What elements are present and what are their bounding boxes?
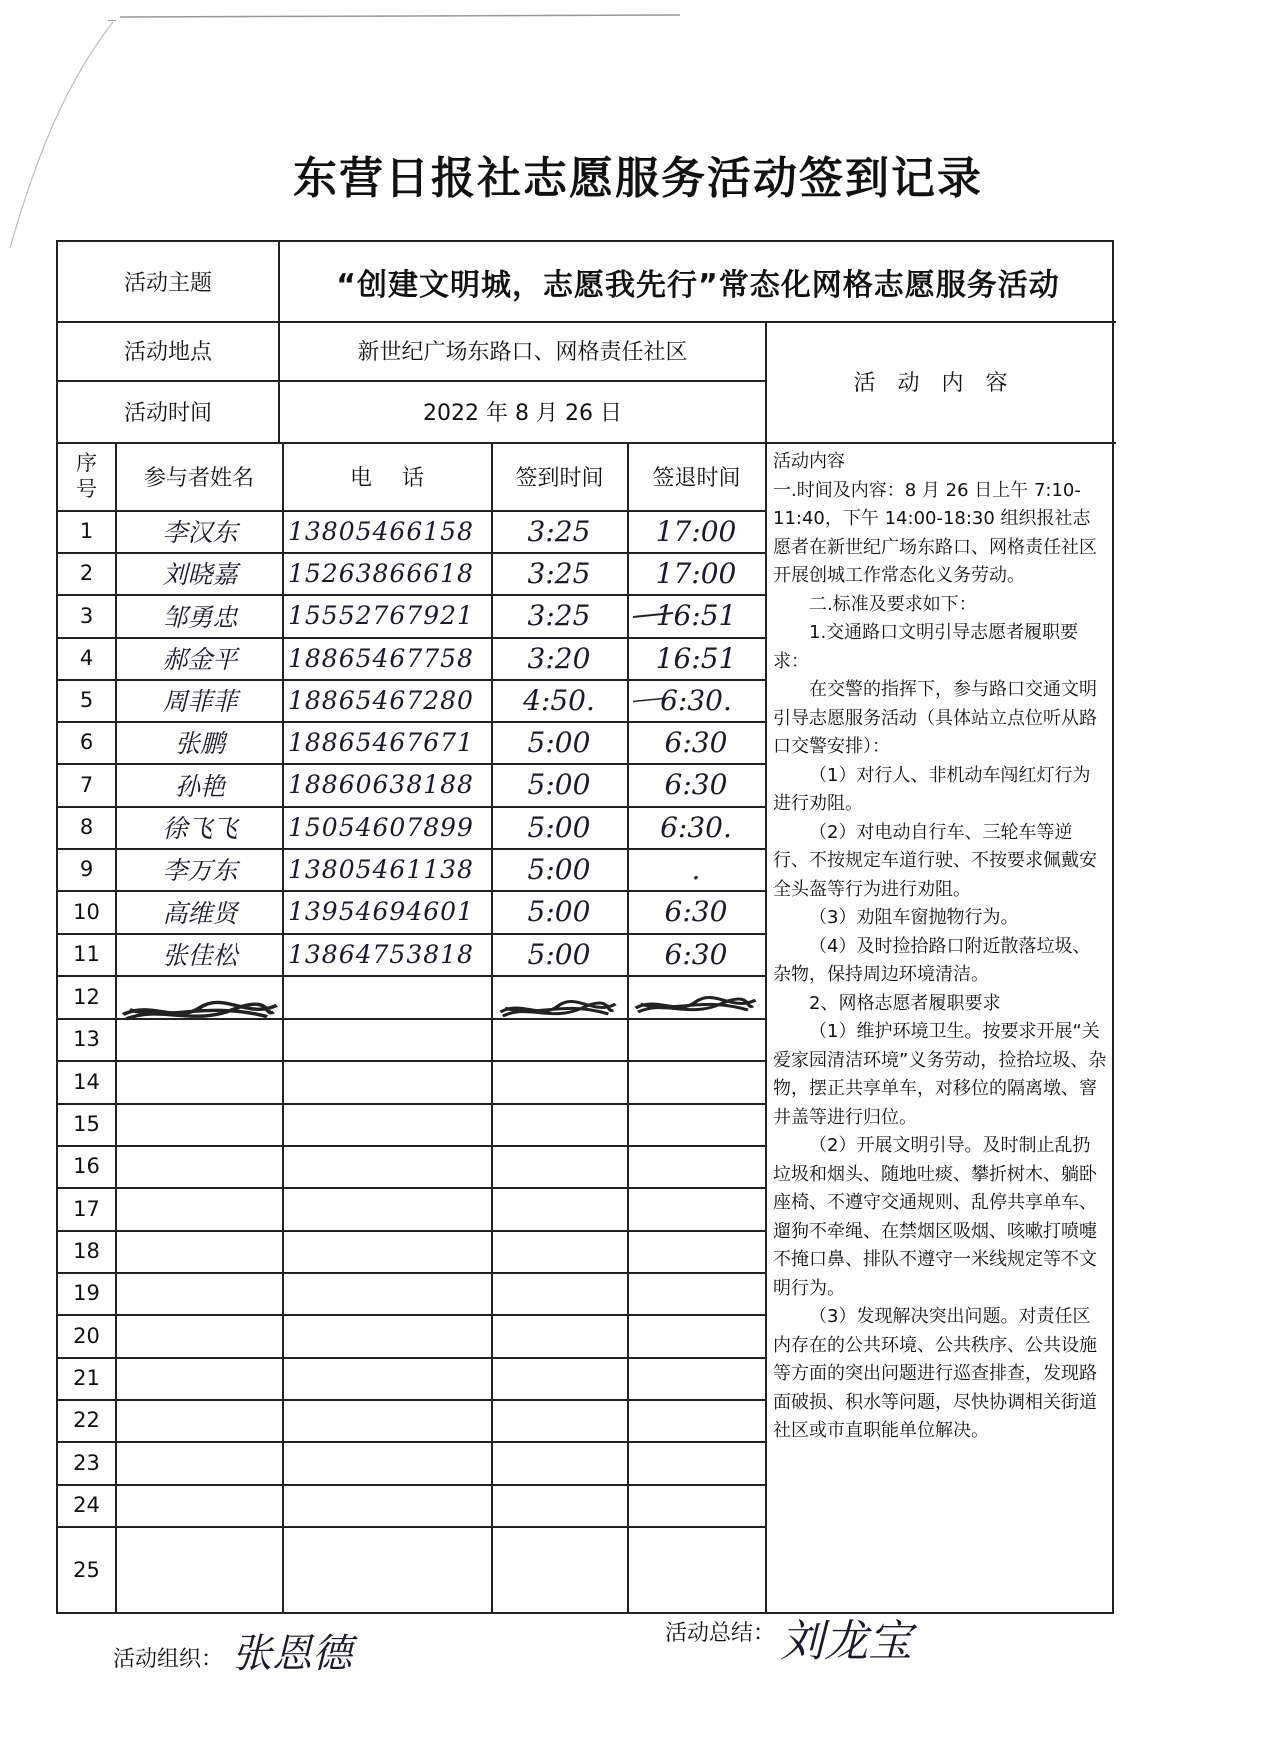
sign-out-time <box>627 1145 765 1187</box>
participant-phone <box>282 1103 497 1145</box>
content-paragraph: 在交警的指挥下，参与路口交通文明引导志愿服务活动（具体站立点位听从路口交警安排）： <box>773 679 1097 757</box>
participant-phone: 15263866618 <box>288 558 474 588</box>
sign-in-time <box>491 1441 627 1484</box>
sign-out-time: 6:30 <box>664 725 728 759</box>
content-paragraph: （2）对电动自行车、三轮车等逆行、不按规定车道行驶、不按要求佩戴安全头盔等行为进行劝阻。 <box>773 821 1097 900</box>
participant-phone: 15054607899 <box>288 812 474 842</box>
organizer-label: 活动组织： <box>113 1647 224 1672</box>
participant-name: 孙艳 <box>174 771 225 801</box>
content-heading: 活动内容 <box>773 451 845 472</box>
participant-name: 高维贤 <box>162 898 238 928</box>
summary-signature: 刘龙宝 <box>780 1616 912 1667</box>
strike-mark <box>633 607 673 623</box>
participant-phone: 15552767921 <box>288 601 474 630</box>
participant-phone <box>282 1357 497 1399</box>
sign-out-time: 16:51 <box>655 641 737 675</box>
content-paragraph: （3）劝阻车窗抛物行为。 <box>809 907 1019 928</box>
content-paragraph: 1.交通路口文明引导志愿者履职要求： <box>773 622 1079 672</box>
sign-in-time <box>491 1272 627 1314</box>
sign-in-time: 5:00 <box>527 725 591 759</box>
participant-phone <box>282 1060 497 1103</box>
sign-out-time: 6:30. <box>660 683 732 717</box>
sign-in-time <box>491 1484 627 1526</box>
sign-out-time: . <box>691 852 701 886</box>
participant-name <box>118 1526 282 1614</box>
time-label: 活动时间 <box>123 400 212 426</box>
sign-in-time <box>491 1357 627 1399</box>
row-number: 21 <box>73 1366 100 1390</box>
content-paragraph: （4）及时捡拾路口附近散落垃圾、杂物，保持周边环境清洁。 <box>773 935 1091 985</box>
participant-name: 郝金平 <box>162 645 238 674</box>
sign-in-time <box>491 1314 627 1357</box>
theme-value: “创建文明城，志愿我先行”常态化网格志愿服务活动 <box>336 267 1060 303</box>
place-label: 活动地点 <box>123 340 212 365</box>
row-number: 1 <box>79 519 94 543</box>
sign-in-time <box>491 1018 627 1060</box>
crossed-out-scribble <box>120 994 280 1028</box>
sign-in-time: 5:00 <box>527 895 591 928</box>
sign-in-time <box>491 1103 627 1145</box>
participant-name: 张佳松 <box>162 941 238 970</box>
sign-in-form <box>56 240 1114 1614</box>
content-paragraph: （1）维护环境卫生。按要求开展“关爱家园清洁环境”义务劳动，捡拾垃圾、杂物，摆正共享单车，对移位的隔离墩、窨井盖等进行归位。 <box>773 1021 1107 1128</box>
sign-out-time: 6:30. <box>660 810 732 844</box>
sign-out-time: 17:00 <box>655 514 737 548</box>
row-number: 15 <box>73 1112 100 1136</box>
row-number: 14 <box>73 1069 100 1094</box>
time-value: 2022 年 8 月 26 日 <box>423 400 622 426</box>
sign-in-time: 5:00 <box>527 852 591 886</box>
activity-content-panel <box>767 442 1116 1446</box>
participant-phone: 18865467280 <box>288 685 474 715</box>
sign-in-time <box>491 1526 627 1614</box>
sign-out-time <box>627 1441 765 1484</box>
row-number: 7 <box>79 772 94 797</box>
scan-top-edge <box>120 12 680 22</box>
content-paragraph: 2、网格志愿者履职要求 <box>809 992 1001 1014</box>
sign-out-time <box>627 1230 765 1272</box>
participant-name <box>118 1441 282 1484</box>
participant-phone <box>282 1187 497 1230</box>
participant-name <box>118 1187 282 1230</box>
row-number: 25 <box>73 1558 100 1582</box>
content-header: 活动内容 <box>853 371 1030 396</box>
participant-name <box>118 1060 282 1103</box>
summary-label: 活动总结： <box>665 1621 776 1646</box>
scan-fold-mark <box>8 20 118 250</box>
sign-out-time: 6:30 <box>664 895 728 928</box>
sign-out-time <box>627 1103 765 1145</box>
sign-in-time <box>491 1145 627 1187</box>
sign-in-time <box>491 1230 627 1272</box>
sign-out-time <box>627 1357 765 1399</box>
sign-out-time <box>627 1314 765 1357</box>
sign-out-time <box>627 1484 765 1526</box>
row-number: 22 <box>73 1408 100 1432</box>
row-number: 20 <box>73 1323 100 1348</box>
sign-out-time: 6:30 <box>664 937 728 971</box>
sign-in-time: 3:25 <box>527 514 591 548</box>
participant-name <box>118 1314 282 1357</box>
participant-phone <box>282 1441 497 1484</box>
participant-phone: 13805461138 <box>288 854 474 884</box>
participant-phone <box>282 1484 497 1526</box>
header-name: 参与者姓名 <box>143 465 254 491</box>
sign-out-time <box>627 1187 765 1230</box>
sign-in-time <box>491 1060 627 1103</box>
row-number: 3 <box>79 603 94 628</box>
crossed-out-scribble <box>498 994 618 1024</box>
participant-phone <box>282 1230 497 1272</box>
participant-name: 刘晓嘉 <box>162 560 238 589</box>
participant-name <box>118 1272 282 1314</box>
content-paragraph: 二.标准及要求如下： <box>809 593 977 615</box>
participant-phone: 13864753818 <box>288 939 474 969</box>
participant-phone <box>282 1272 497 1314</box>
header-sign-in: 签到时间 <box>515 465 604 491</box>
crossed-out-scribble <box>633 990 758 1020</box>
row-number: 9 <box>79 857 94 881</box>
participant-phone: 13805466158 <box>288 516 474 546</box>
participant-phone: 13954694601 <box>288 897 474 926</box>
participant-phone <box>282 975 497 1018</box>
sign-in-time: 5:00 <box>527 937 591 971</box>
row-number: 17 <box>73 1196 100 1221</box>
sign-in-time: 3:25 <box>527 599 591 632</box>
row-number: 13 <box>73 1027 100 1051</box>
row-number: 24 <box>73 1493 100 1517</box>
participant-name <box>118 1484 282 1526</box>
row-number: 19 <box>73 1281 100 1305</box>
row-number: 5 <box>79 688 94 712</box>
row-number: 2 <box>79 561 94 585</box>
participant-phone <box>282 1018 497 1060</box>
content-paragraph: 一.时间及内容：8 月 26 日上午 7:10-11:40，下午 14:00-18:30 组织报社志愿者在新世纪广场东路口、网格责任社区开展创城工作常态化义务劳动。 <box>773 479 1097 586</box>
row-number: 4 <box>79 646 94 670</box>
sign-out-time <box>627 1399 765 1441</box>
theme-label: 活动主题 <box>123 271 212 296</box>
sign-out-time: 17:00 <box>655 556 737 590</box>
participant-name: 邹勇忠 <box>162 602 238 632</box>
header-seq: 序号 <box>76 451 97 501</box>
sign-out-time: 6:30 <box>664 768 728 801</box>
row-number: 8 <box>79 815 94 839</box>
participant-phone: 18865467758 <box>288 643 474 673</box>
content-paragraph: （2）开展文明引导。及时制止乱扔垃圾和烟头、随地吐痰、攀折树木、躺卧座椅、不遵守交通规则、乱停共享单车、遛狗不牵绳、在禁烟区吸烟、咳嗽打喷嚏不掩口鼻、排队不遵守一米线规定等不文明行为。 <box>773 1135 1097 1299</box>
participant-name: 李万东 <box>162 856 238 885</box>
row-number: 16 <box>73 1154 100 1178</box>
sign-in-time: 5:00 <box>527 810 591 844</box>
sign-in-time: 3:25 <box>527 556 591 590</box>
participant-phone: 18865467671 <box>288 727 474 757</box>
content-paragraph: （1）对行人、非机动车闯红灯行为进行劝阻。 <box>773 764 1091 814</box>
participant-name: 徐飞飞 <box>162 814 238 843</box>
header-phone: 电话 <box>349 465 454 491</box>
participant-phone <box>282 1399 497 1441</box>
strike-mark <box>633 692 663 708</box>
sign-out-time <box>627 1526 765 1614</box>
participant-name <box>118 1103 282 1145</box>
row-number: 23 <box>73 1450 100 1475</box>
place-value: 新世纪广场东路口、网格责任社区 <box>357 340 688 365</box>
participant-name <box>118 1399 282 1441</box>
row-number: 10 <box>73 899 100 924</box>
row-number: 12 <box>73 984 100 1009</box>
content-paragraph: （3）发现解决突出问题。对责任区内存在的公共环境、公共秩序、公共设施等方面的突出问题进行巡查排查，发现路面破损、积水等问题，尽快协调相关街道社区或市直职能单位解决。 <box>773 1306 1097 1441</box>
row-number: 6 <box>79 730 94 754</box>
sign-out-time <box>627 1018 765 1060</box>
participant-name: 周菲菲 <box>162 687 238 716</box>
row-number: 11 <box>73 942 100 966</box>
participant-phone <box>282 1145 497 1187</box>
sign-out-time <box>627 1272 765 1314</box>
participant-phone <box>282 1526 497 1614</box>
sign-in-time <box>491 1187 627 1230</box>
sign-in-time: 3:20 <box>527 641 591 675</box>
document-title: 东营日报社志愿服务活动签到记录 <box>293 153 983 204</box>
participant-name: 张鹏 <box>174 729 225 758</box>
sign-in-time <box>491 1399 627 1441</box>
row-number: 18 <box>73 1239 100 1263</box>
sign-out-time: 16:51 <box>655 599 737 632</box>
sign-in-time: 5:00 <box>527 768 591 801</box>
participant-name <box>118 1357 282 1399</box>
sign-out-time <box>627 1060 765 1103</box>
header-sign-out: 签退时间 <box>652 465 741 491</box>
organizer-signature: 张恩德 <box>232 1631 352 1677</box>
participant-name <box>118 1230 282 1272</box>
participant-phone: 18860638188 <box>288 770 474 799</box>
participant-phone <box>282 1314 497 1357</box>
sign-in-time: 4:50. <box>523 683 595 717</box>
participant-name <box>118 1145 282 1187</box>
participant-name: 李汉东 <box>162 518 238 547</box>
divider <box>115 442 117 1614</box>
